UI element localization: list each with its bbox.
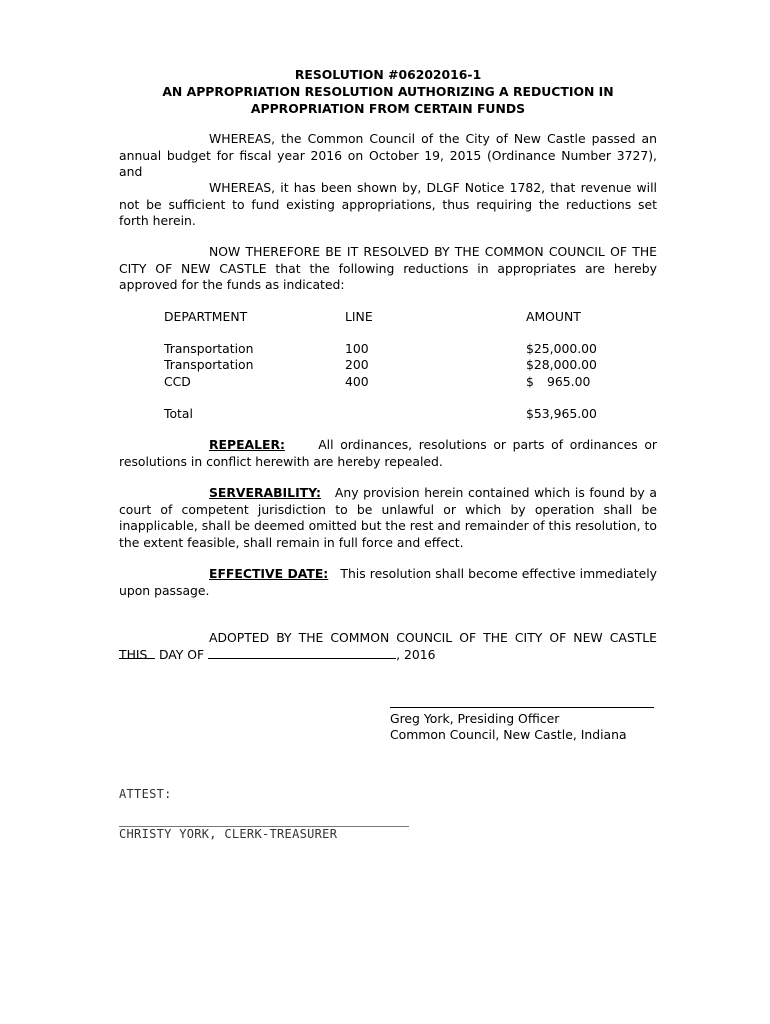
severability-text: Any provision herein contained which is found by a court of competent jurisdiction to be unlawful or which by operation shall be inapplicable, shall be deemed omitted but the rest and remainder of this resolution, to the extent feasible, shall remain in full force and effect. <box>119 485 657 550</box>
table-header-row <box>164 309 624 325</box>
effective-heading: EFFECTIVE DATE: <box>209 566 329 581</box>
signature-line <box>390 707 654 708</box>
adoption-line: ADOPTED BY THE COMMON COUNCIL OF THE CITY OF NEW CASTLE THIS <box>119 630 657 662</box>
severability-heading: SERVERABILITY: <box>209 485 321 500</box>
clerk-name: CHRISTY YORK, CLERK-TREASURER <box>119 827 338 841</box>
table-row: Transportation 200 $28,000.00 <box>164 357 597 373</box>
header-line: LINE <box>345 309 373 324</box>
table-total-row <box>164 406 624 422</box>
header-department: DEPARTMENT <box>164 309 248 324</box>
month-blank <box>208 647 396 659</box>
effective-text: This resolution shall become effective immediately upon passage. <box>119 566 657 598</box>
title-line-3: APPROPRIATION FROM CERTAIN FUNDS <box>250 101 526 116</box>
presiding-officer-org: Common Council, New Castle, Indiana <box>390 727 627 742</box>
table-row: Transportation 100 $25,000.00 <box>164 341 597 357</box>
day-blank <box>119 647 155 659</box>
title-line-2: AN APPROPRIATION RESOLUTION AUTHORIZING A REDUCTION IN <box>162 84 614 99</box>
severability-section <box>119 485 657 551</box>
resolution-number: RESOLUTION #06202016-1 <box>294 67 482 82</box>
adoption-date-line <box>119 647 657 664</box>
table-row: CCD 400 $ 965.00 <box>164 373 591 389</box>
effective-date-section <box>119 566 657 599</box>
whereas-paragraph-2: WHEREAS, it has been shown by, DLGF Notice 1782, that revenue will not be sufficient to fund existing appropriations, thus requiring the reductions set forth herein. <box>119 180 657 228</box>
presiding-officer-name: Greg York, Presiding Officer <box>390 711 560 726</box>
document-title <box>119 66 657 117</box>
attest-label: ATTEST: <box>119 787 172 801</box>
repealer-heading: REPEALER: <box>209 437 285 452</box>
total-label: Total <box>164 405 193 421</box>
repealer-text: All ordinances, resolutions or parts of ordinances or resolutions in conflict herewith are hereby repealed. <box>119 437 658 469</box>
header-amount: AMOUNT <box>526 309 581 324</box>
repealer-section <box>119 437 657 470</box>
total-amount: $53,965.00 <box>526 405 597 421</box>
resolved-paragraph: NOW THEREFORE BE IT RESOLVED BY THE COMMON COUNCIL OF THE CITY OF NEW CASTLE that the following reductions in appropriates are hereby approved for the funds as indicated: <box>119 244 657 292</box>
day-of-label: DAY OF <box>158 647 205 662</box>
adoption-year: , 2016 <box>396 647 436 662</box>
reductions-table <box>164 309 624 422</box>
whereas-paragraph-1: WHEREAS, the Common Council of the City of New Castle passed an annual budget for fiscal year 2016 on October 19, 2015 (Ordinance Number 3727), and <box>119 131 657 179</box>
